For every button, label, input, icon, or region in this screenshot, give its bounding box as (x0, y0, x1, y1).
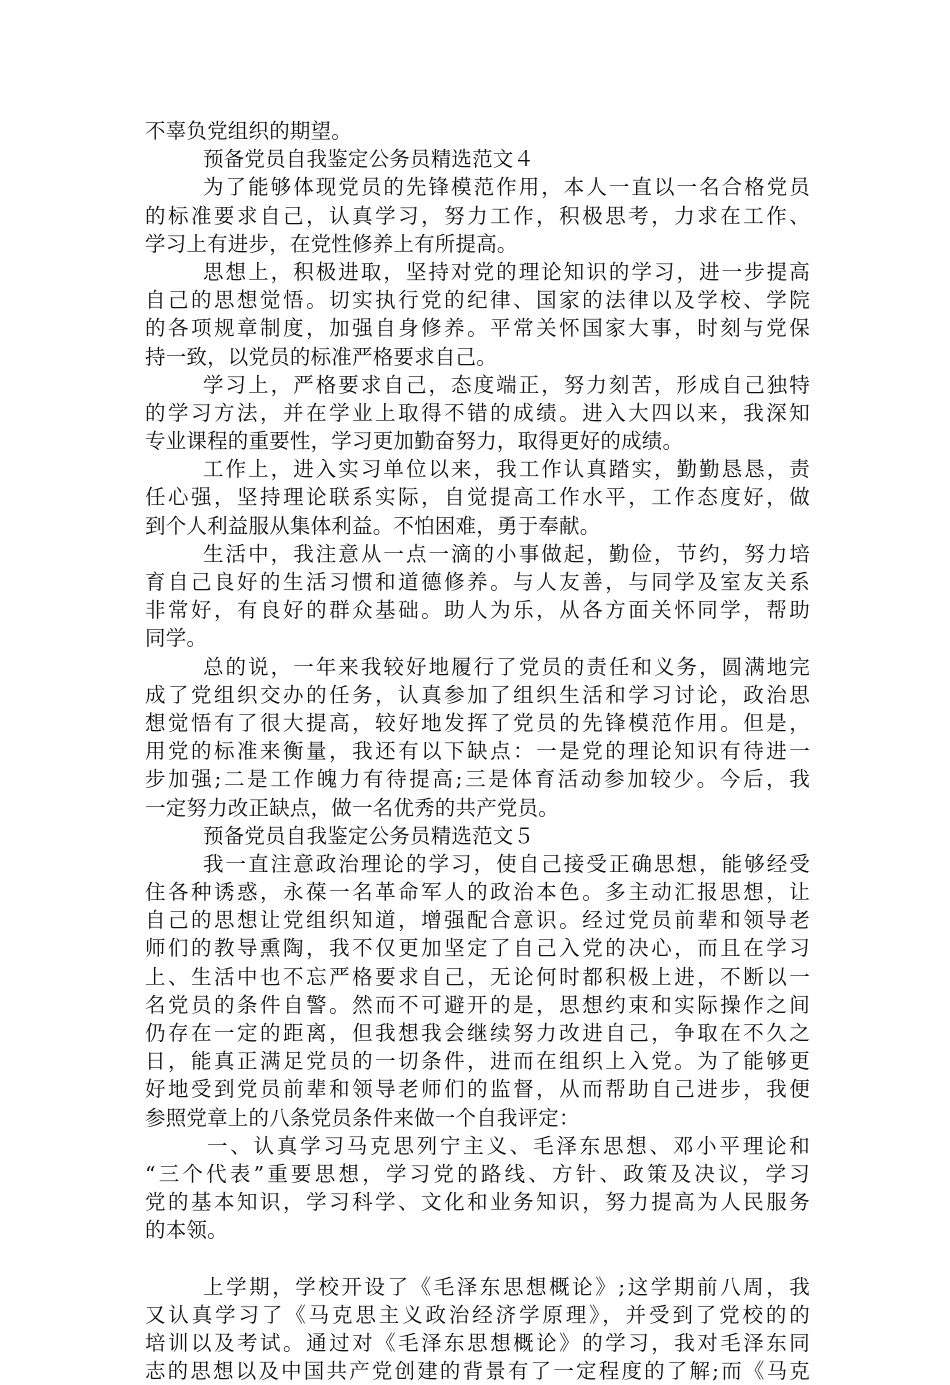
text-line: 非常好，有良好的群众基础。助人为乐，从各方面关怀同学，帮助 (145, 598, 810, 623)
text-line: 想觉悟有了很大提高，较好地发挥了党员的先锋模范作用。但是， (145, 710, 810, 735)
section-title: 预备党员自我鉴定公务员精选范文５ (203, 823, 535, 848)
text-line: 上学期，学校开设了《毛泽东思想概论》;这学期前八周，我 (203, 1274, 810, 1299)
text-line: 名党员的条件自警。然而不可避开的是，思想约束和实际操作之间 (145, 992, 810, 1017)
text-line: 不辜负党组织的期望。 (145, 119, 352, 143)
text-line: 用党的标准来衡量，我还有以下缺点：一是党的理论知识有待进一 (145, 739, 810, 764)
text-line: 一定努力改正缺点，做一名优秀的共产党员。 (145, 795, 559, 820)
blank-line (145, 1245, 810, 1273)
text-line: 培训以及考试。通过对《毛泽东思想概论》的学习，我对毛泽东同 (145, 1331, 810, 1356)
text-line: 的各项规章制度，加强自身修养。平常关怀国家大事，时刻与党保 (145, 316, 810, 341)
text-line: 自己的思想让党组织知道，增强配合意识。经过党员前辈和领导老 (145, 908, 810, 933)
text-line: “三个代表”重要思想，学习党的路线、方针、政策及决议，学习 (145, 1161, 810, 1186)
text-line: 育自己良好的生活习惯和道德修养。与人友善，与同学及室友关系 (145, 570, 810, 594)
text-line: 的学习方法，并在学业上取得不错的成绩。进入大四以来，我深知 (145, 400, 810, 425)
text-line: 住各种诱惑，永葆一名革命军人的政治本色。多主动汇报思想，让 (145, 880, 810, 905)
text-line: 任心强，坚持理论联系实际，自觉提高工作水平，工作态度好，做 (145, 485, 810, 510)
text-line: 到个人利益服从集体利益。不怕困难，勇于奉献。 (145, 513, 601, 538)
text-line: 日，能真正满足党员的一切条件，进而在组织上入党。为了能够更 (145, 1049, 810, 1074)
text-line: 又认真学习了《马克思主义政治经济学原理》，并受到了党校的的 (145, 1302, 810, 1327)
text-line: 成了党组织交办的任务，认真参加了组织生活和学习讨论，政治思 (145, 682, 810, 707)
text-line: 上、生活中也不忘严格要求自己，无论何时都积极上进，不断以一 (145, 964, 810, 989)
text-line: 工作上，进入实习单位以来，我工作认真踏实，勤勤恳恳，责 (203, 457, 810, 482)
text-line: 师们的教导熏陶，我不仅更加坚定了自己入党的决心，而且在学习 (145, 936, 810, 961)
text-line: 仍存在一定的距离，但我想我会继续努力改进自己，争取在不久之 (145, 1021, 810, 1045)
text-line: 党的基本知识，学习科学、文化和业务知识，努力提高为人民服务 (145, 1190, 810, 1215)
text-line: 的标准要求自己，认真学习，努力工作，积极思考，力求在工作、 (145, 203, 810, 228)
text-line: 好地受到党员前辈和领导老师们的监督，从而帮助自己进步，我便 (145, 1077, 810, 1102)
text-line: 步加强;二是工作魄力有待提高;三是体育活动参加较少。今后，我 (145, 767, 810, 792)
text-line: 思想上，积极进取，坚持对党的理论知识的学习，进一步提高 (203, 259, 810, 284)
document-page (145, 117, 810, 1385)
text-line: 持一致，以党员的标准严格要求自己。 (145, 344, 497, 369)
text-line: 我一直注意政治理论的学习，使自己接受正确思想，能够经受 (203, 851, 810, 876)
text-line: 自己的思想觉悟。切实执行党的纪律、国家的法律以及学校、学院 (145, 288, 810, 313)
text-line: 总的说，一年来我较好地履行了党员的责任和义务，圆满地完 (203, 654, 810, 679)
text-line: 同学。 (145, 626, 208, 651)
text-line: 为了能够体现党员的先锋模范作用，本人一直以一名合格党员 (203, 175, 810, 200)
text-line: 一、认真学习马克思列宁主义、毛泽东思想、邓小平理论和 (207, 1133, 810, 1158)
text-line: 参照党章上的八条党员条件来做一个自我评定： (145, 1105, 580, 1130)
text-line: 学习上有进步，在党性修养上有所提高。 (145, 231, 518, 256)
text-line: 的本领。 (145, 1218, 228, 1243)
text-line: 学习上，严格要求自己，态度端正，努力刻苦，形成自己独特 (203, 372, 810, 397)
text-line: 专业课程的重要性，学习更加勤奋努力，取得更好的成绩。 (145, 429, 684, 454)
text-line: 生活中，我注意从一点一滴的小事做起，勤俭，节约，努力培 (203, 541, 810, 566)
text-line: 志的思想以及中国共产党创建的背景有了一定程度的了解;而《马克 (145, 1359, 810, 1384)
section-title: 预备党员自我鉴定公务员精选范文４ (203, 147, 535, 172)
